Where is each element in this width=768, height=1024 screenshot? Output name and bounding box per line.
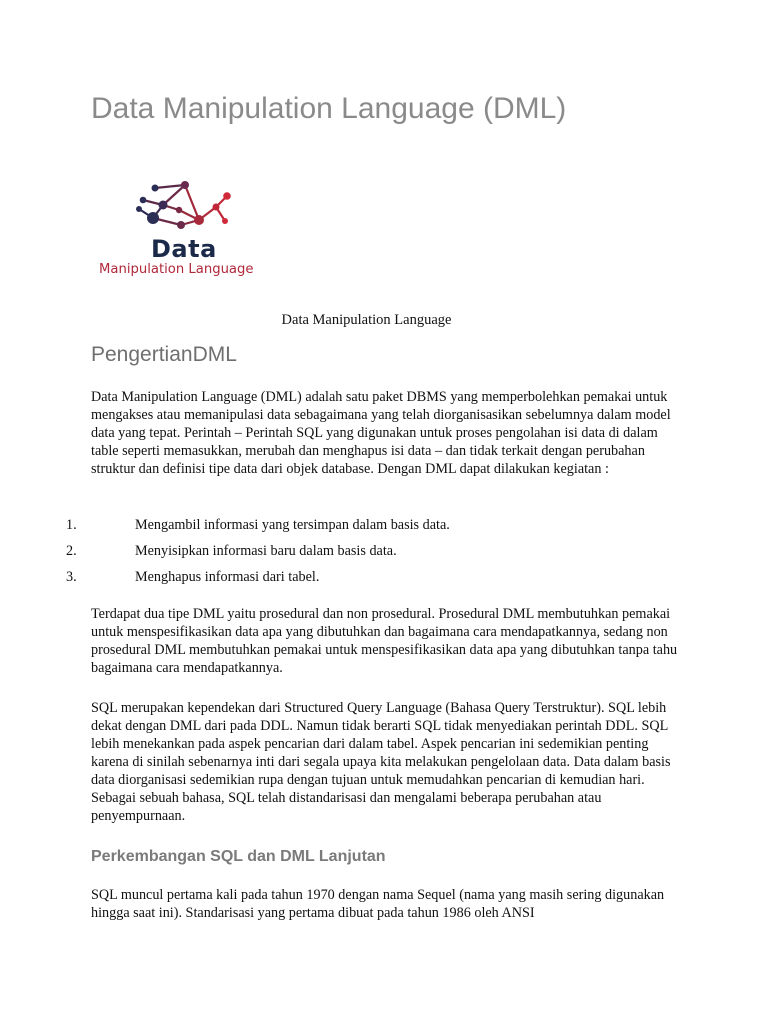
list-item-number: 3. bbox=[66, 569, 77, 585]
list-item-text: Menyisipkan informasi baru dalam basis data. bbox=[135, 543, 397, 559]
section-heading-pengertian: PengertianDML bbox=[91, 343, 237, 366]
network-graph-icon bbox=[95, 178, 280, 238]
dml-logo bbox=[95, 178, 280, 282]
section-heading-perkembangan: Perkembangan SQL dan DML Lanjutan bbox=[91, 848, 386, 865]
paragraph-sql: SQL merupakan kependekan dari Structured Query Language (Bahasa Query Terstruktur). SQL lebih dekat dengan DML dari pada DDL. Namun tidak berarti SQL tidak menyediakan perintah DDL. SQL lebih menekankan pada aspek pencarian dari dalam tabel. Aspek pencarian ini sedemikian penting karena di sinilah sebenarnya inti dari segala upaya kita melakukan pengelolaan data. Data dalam basis data diorganisasi sedemikian rupa dengan tujuan untuk memudahkan pencarian di kemudian hari. Sebagai sebuah bahasa, SQL telah distandarisasi dan mengalami beberapa perubahan atau penyempurnaan. bbox=[91, 700, 671, 824]
list-item-number: 2. bbox=[66, 543, 77, 559]
list-item-number: 1. bbox=[66, 517, 77, 533]
logo-word: Data bbox=[151, 235, 217, 263]
figure-caption: Data Manipulation Language bbox=[281, 312, 452, 328]
paragraph-definition: Data Manipulation Language (DML) adalah satu paket DBMS yang memperbolehkan pemakai untuk mengakses atau memanipulasi data sebagaimana yang telah diorganisasikan sebelumnya dalam model data yang tepat. Perintah – Perintah SQL yang digunakan untuk proses pengolahan isi data di dalam table seperti memasukkan, merubah dan menghapus isi data – dan tidak terkait dengan perubahan struktur dan definisi tipe data dari objek database. Dengan DML dapat dilakukan kegiatan : bbox=[91, 389, 671, 477]
document-title: Data Manipulation Language (DML) bbox=[91, 92, 567, 125]
list-item-text: Mengambil informasi yang tersimpan dalam basis data. bbox=[135, 517, 450, 533]
list-item-text: Menghapus informasi dari tabel. bbox=[135, 569, 320, 585]
paragraph-dml-types: Terdapat dua tipe DML yaitu prosedural dan non prosedural. Prosedural DML membutuhkan pemakai untuk menspesifikasikan data apa yang dibutuhkan dan bagaimana cara mendapatkannya, sedang non prosedural DML membutuhkan pemakai untuk menspesifikasikan data apa yang dibutuhkan tanpa tahu bagaimana cara mendapatkannya. bbox=[91, 606, 678, 676]
paragraph-sql-history: SQL muncul pertama kali pada tahun 1970 dengan nama Sequel (nama yang masih sering digunakan hingga saat ini). Standarisasi yang pertama dibuat pada tahun 1986 oleh ANSI bbox=[91, 887, 665, 921]
logo-subtitle: Manipulation Language bbox=[99, 262, 254, 277]
